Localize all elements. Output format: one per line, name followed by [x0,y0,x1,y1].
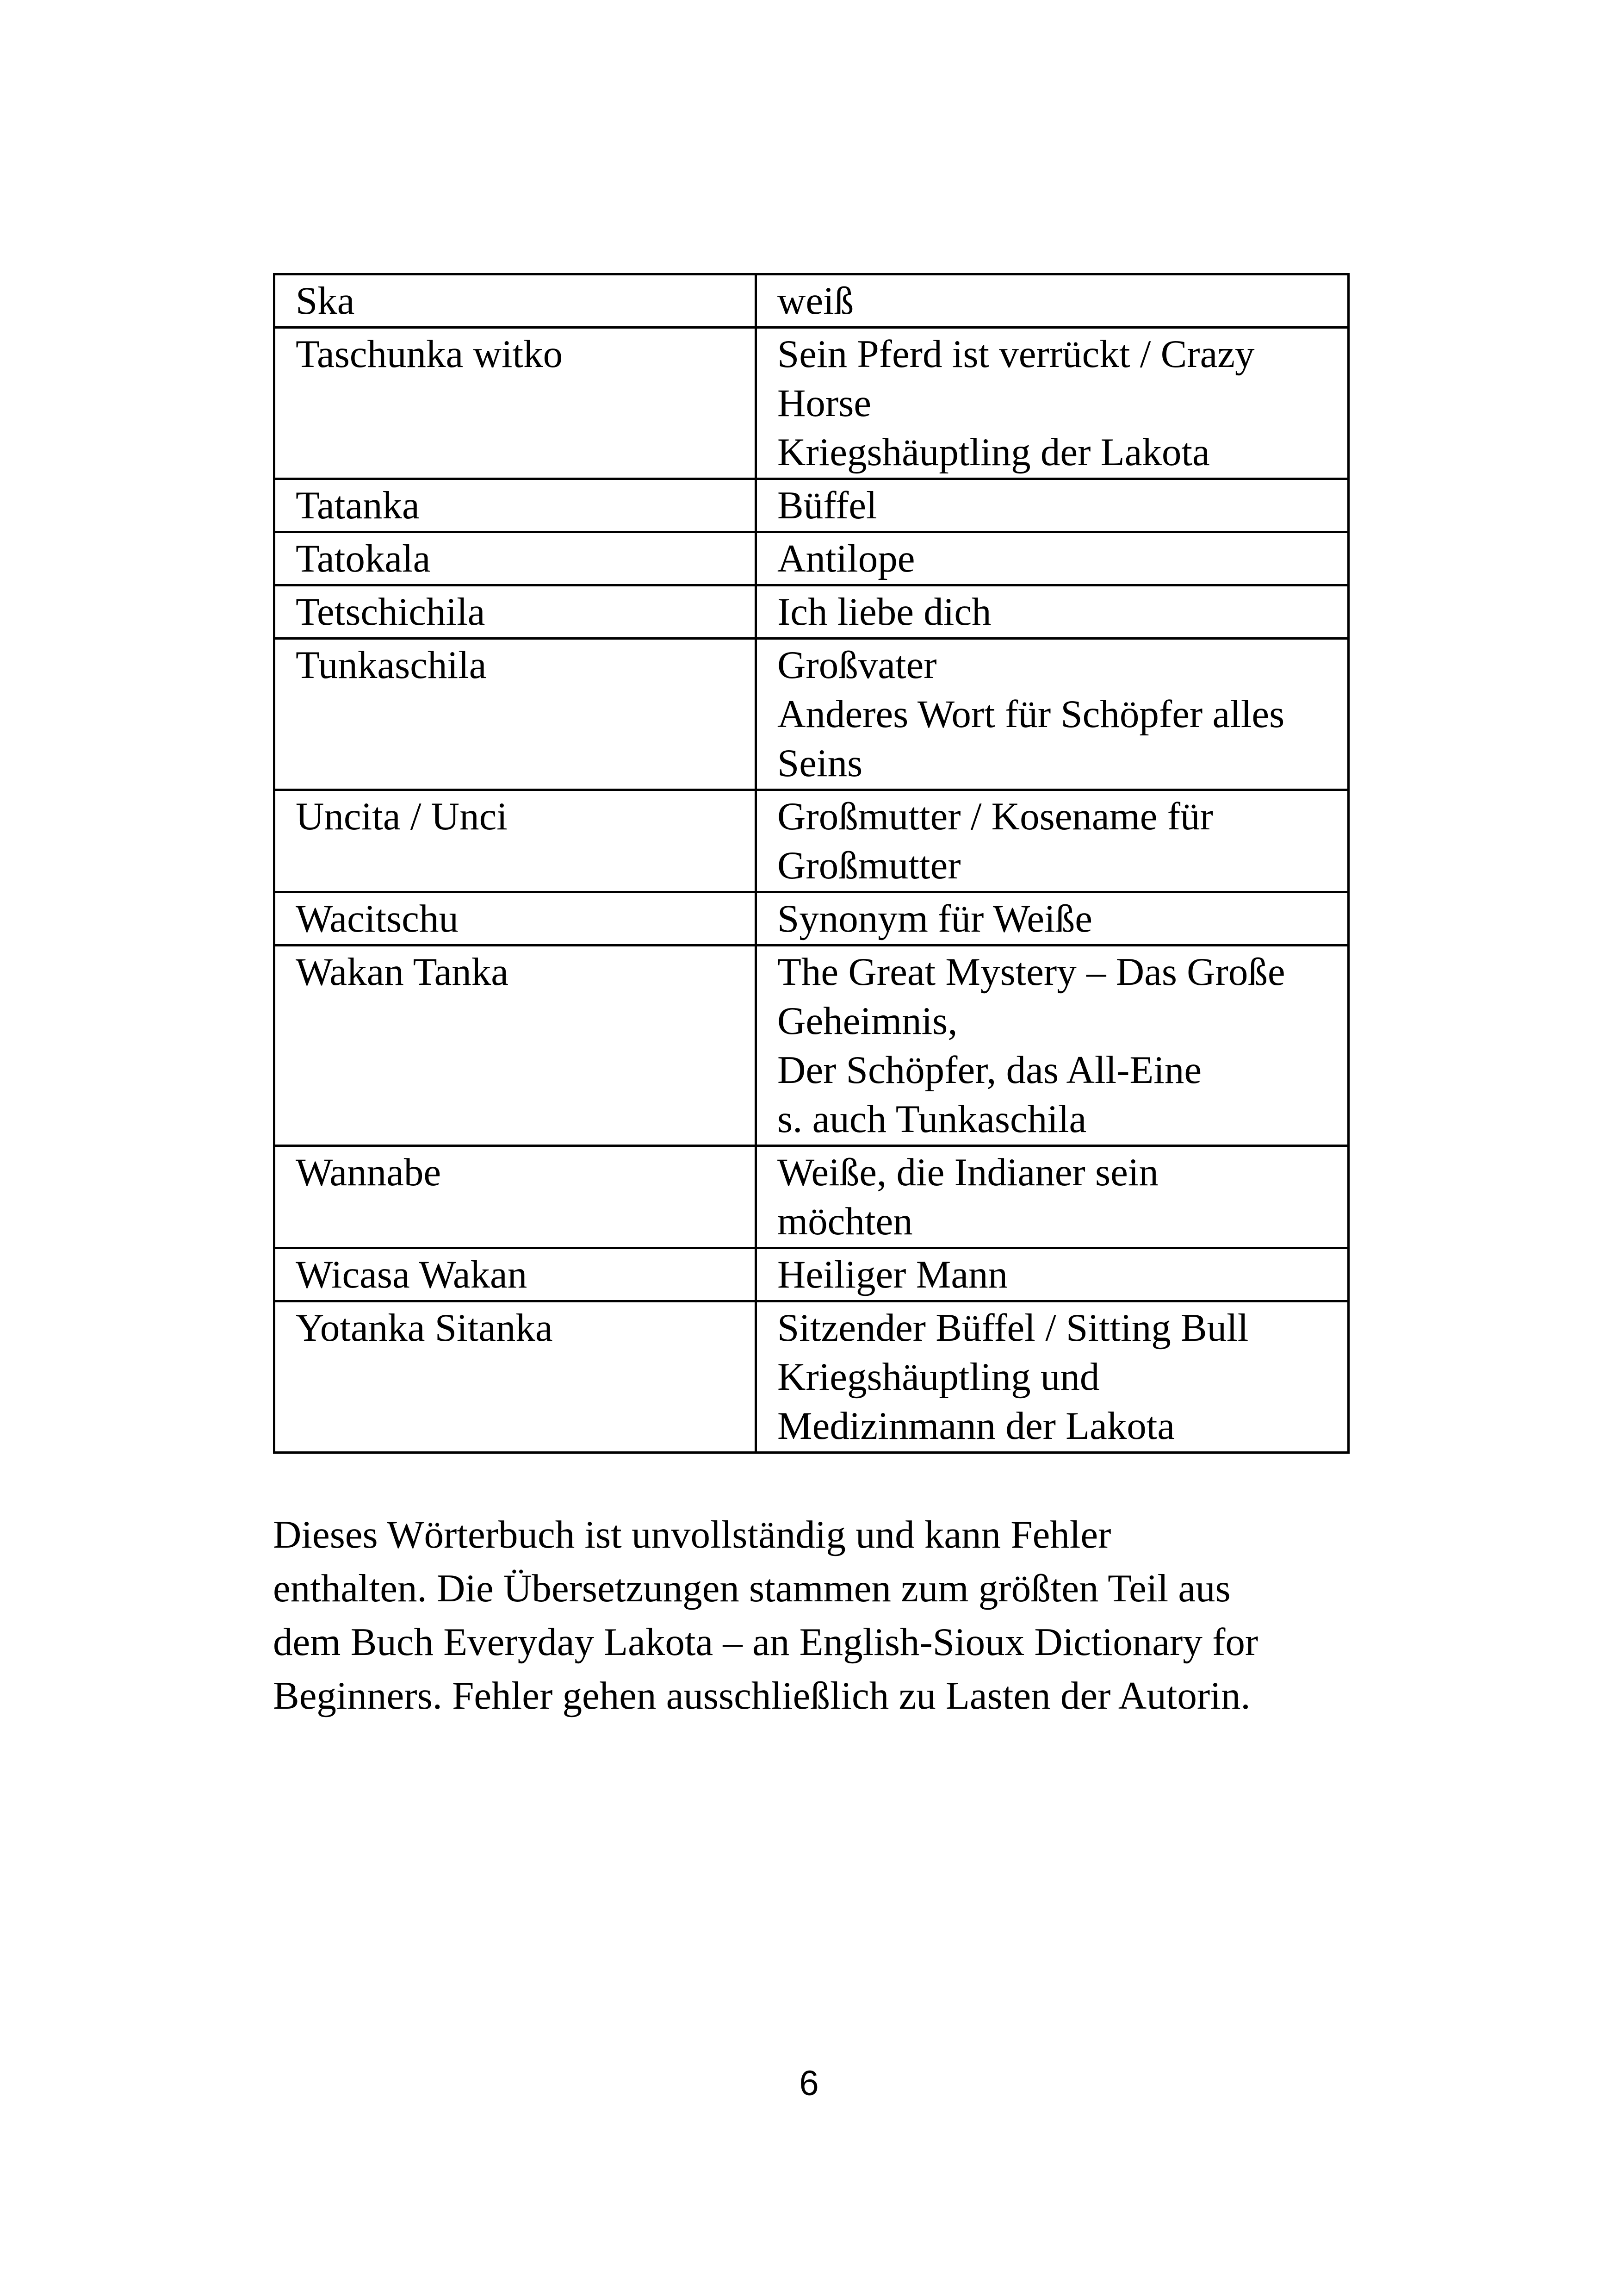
term-cell [274,1248,756,1301]
meaning-line: Großvater [777,643,937,687]
meaning-line: Großmutter / Kosename für [777,795,1213,838]
meaning-line: Antilope [777,537,915,580]
dictionary-note [273,1508,1351,1723]
term-cell [274,1301,756,1453]
table-row [274,1301,1349,1453]
term-text: Taschunka witko [296,332,563,376]
meaning-line: Ich liebe dich [777,590,992,634]
meaning-cell [756,1301,1349,1453]
term-cell [274,479,756,532]
meaning-line: Büffel [777,484,877,527]
table-row [274,1146,1349,1248]
term-text: Wannabe [296,1151,441,1194]
term-cell [274,532,756,585]
term-text: Wacitschu [296,897,459,940]
meaning-line: Medizinmann der Lakota [777,1404,1175,1448]
meaning-line: Der Schöpfer, das All-Eine [777,1048,1202,1092]
term-text: Wicasa Wakan [296,1253,527,1296]
term-text: Wakan Tanka [296,950,509,994]
table-row [274,639,1349,790]
note-line: dem Buch Everyday Lakota – an English-Sioux Dictionary for [273,1620,1258,1664]
meaning-cell [756,1146,1349,1248]
term-text: Tunkaschila [296,643,487,687]
meaning-line: Seins [777,741,863,785]
meaning-cell [756,328,1349,479]
meaning-line: weiß [777,279,854,323]
term-text: Tatokala [296,537,431,580]
table-row [274,274,1349,328]
meaning-cell [756,1248,1349,1301]
note-line: enthalten. Die Übersetzungen stammen zum größten Teil aus [273,1567,1231,1610]
term-text: Tetschichila [296,590,485,634]
meaning-cell [756,585,1349,639]
table-row [274,946,1349,1146]
note-line: Beginners. Fehler gehen ausschließlich zu Lasten der Autorin. [273,1674,1251,1717]
meaning-line: Geheimnis, [777,999,958,1043]
meaning-cell [756,790,1349,892]
term-cell [274,585,756,639]
table-row [274,1248,1349,1301]
term-cell [274,790,756,892]
term-text: Tatanka [296,484,420,527]
meaning-line: möchten [777,1200,913,1243]
term-text: Uncita / Unci [296,795,508,838]
meaning-line: Horse [777,381,871,425]
term-cell [274,639,756,790]
meaning-cell [756,892,1349,946]
note-line: Dieses Wörterbuch ist unvollständig und kann Fehler [273,1513,1111,1556]
meaning-line: s. auch Tunkaschila [777,1097,1087,1141]
meaning-line: Kriegshäuptling der Lakota [777,430,1210,474]
term-cell [274,1146,756,1248]
meaning-line: Heiliger Mann [777,1253,1008,1296]
term-cell [274,946,756,1146]
term-text: Ska [296,279,355,323]
term-text: Yotanka Sitanka [296,1306,553,1350]
term-cell [274,328,756,479]
dictionary-table [273,273,1350,1454]
meaning-line: Kriegshäuptling und [777,1355,1100,1399]
meaning-cell [756,479,1349,532]
meaning-line: The Great Mystery – Das Große [777,950,1285,994]
table-row [274,479,1349,532]
meaning-cell [756,946,1349,1146]
meaning-cell [756,532,1349,585]
meaning-line: Sein Pferd ist verrückt / Crazy [777,332,1255,376]
table-row [274,892,1349,946]
meaning-line: Anderes Wort für Schöpfer alles [777,692,1285,736]
meaning-line: Weiße, die Indianer sein [777,1151,1159,1194]
meaning-cell [756,639,1349,790]
term-cell [274,892,756,946]
meaning-cell [756,274,1349,328]
meaning-line: Sitzender Büffel / Sitting Bull [777,1306,1249,1350]
page-number: 6 [799,2064,819,2103]
meaning-line: Großmutter [777,844,961,887]
table-row [274,790,1349,892]
table-row [274,585,1349,639]
table-row [274,328,1349,479]
table-row [274,532,1349,585]
term-cell [274,274,756,328]
meaning-line: Synonym für Weiße [777,897,1092,940]
